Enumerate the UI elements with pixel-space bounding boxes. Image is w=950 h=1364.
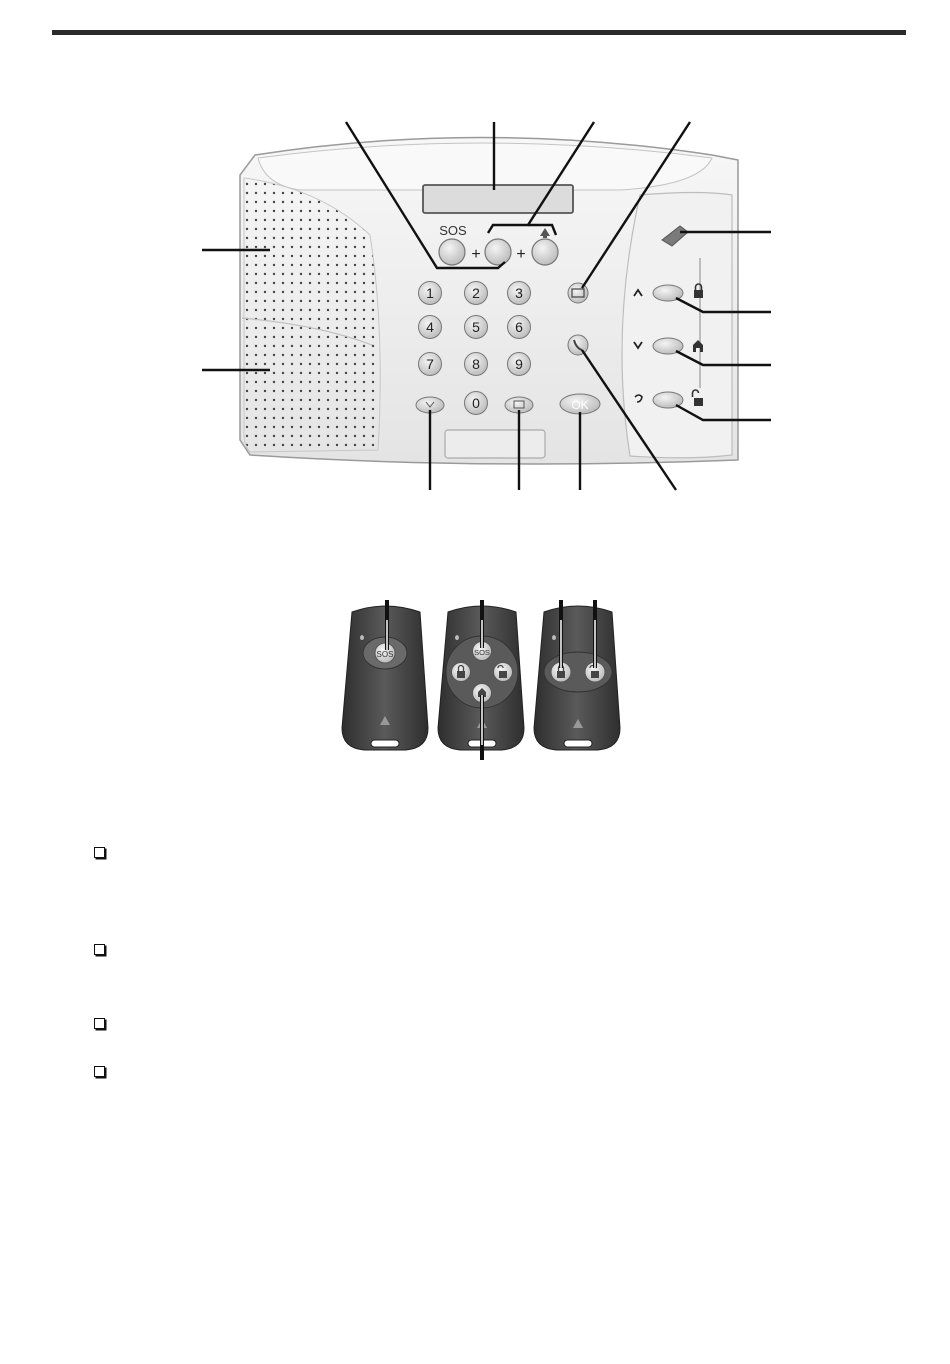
bullet-checkbox-2: [94, 944, 105, 955]
plus-sign-right: +: [516, 246, 526, 263]
plus-sign-left: +: [471, 246, 481, 263]
ok-label: OK: [571, 398, 589, 412]
key-2-label: 2: [472, 285, 480, 301]
sos-button[interactable]: [439, 239, 465, 265]
key-3-label: 3: [515, 285, 523, 301]
phone-button[interactable]: [568, 335, 588, 355]
key-7-label: 7: [426, 356, 434, 372]
control-panel: [240, 138, 738, 465]
remote-1-keyring-slot: [371, 740, 399, 747]
remote-1-sos-label: SOS: [376, 650, 394, 659]
key-6-label: 6: [515, 319, 523, 335]
key-5-label: 5: [472, 319, 480, 335]
bullet-checkbox-3: [94, 1018, 105, 1029]
key-8-label: 8: [472, 356, 480, 372]
sos-label: SOS: [439, 223, 467, 238]
key-0-label: 0: [472, 395, 480, 411]
remote-3-keyring-slot: [564, 740, 592, 747]
remote-2-sos-label: SOS: [474, 648, 490, 657]
remote-3: [534, 606, 620, 750]
message-button[interactable]: [568, 283, 588, 303]
middle-combo-button[interactable]: [485, 239, 511, 265]
fire-button[interactable]: [532, 239, 558, 265]
key-1-label: 1: [426, 285, 434, 301]
key-4-label: 4: [426, 319, 434, 335]
bullet-checkbox-1: [94, 847, 105, 858]
key-9-label: 9: [515, 356, 523, 372]
bullet-checkbox-4: [94, 1066, 105, 1077]
bottom-slot: [445, 430, 545, 458]
